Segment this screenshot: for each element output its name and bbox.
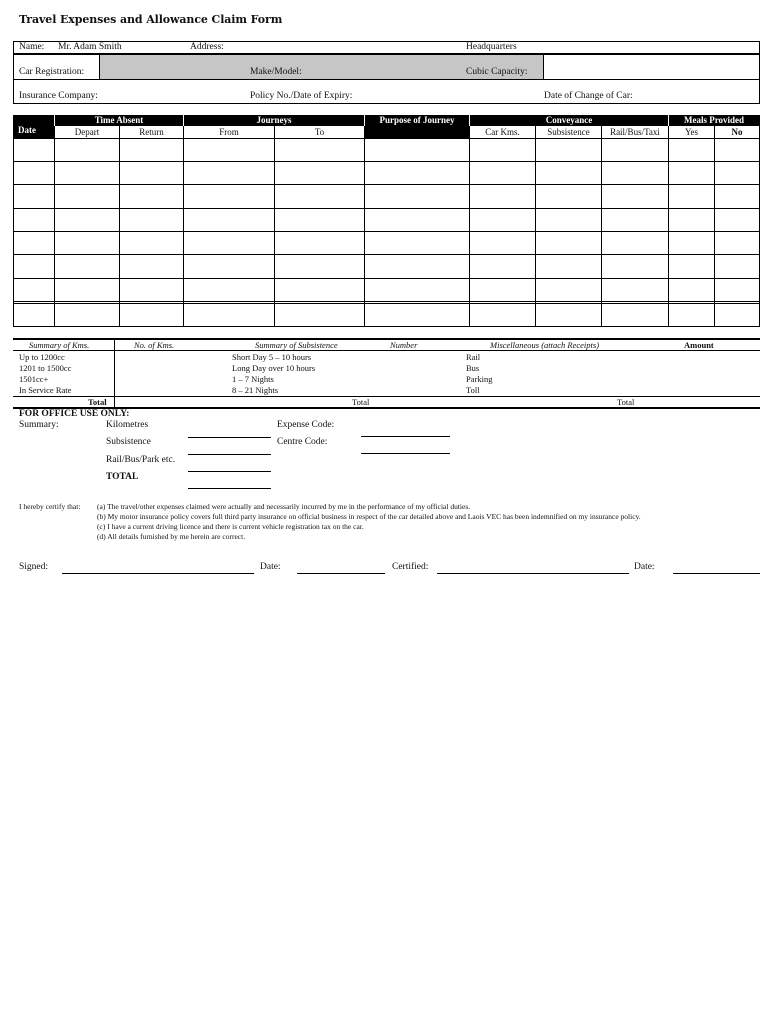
signed-label: Signed: (19, 562, 49, 572)
centre-code-field[interactable] (361, 453, 450, 454)
headquarters-label: Headquarters (466, 42, 517, 52)
certify-lead: I hereby certify that: (19, 502, 81, 511)
certify-item-a: (a) The travel/other expenses claimed were actually and necessarily incurred by me in the performance of my official duties. (97, 502, 471, 511)
table-row[interactable] (14, 279, 759, 301)
date2-field[interactable] (673, 573, 760, 574)
certified-label: Certified: (392, 562, 429, 572)
summary-subsistence-header: Summary of Subsistence (255, 340, 338, 350)
summary-kms-header: Summary of Kms. (29, 340, 90, 350)
meals-no-header: No (731, 127, 743, 137)
table-row[interactable] (14, 232, 759, 254)
subsistence-row-1: Short Day 5 – 10 hours (232, 352, 312, 362)
subsistence-field[interactable] (188, 454, 271, 455)
date-field[interactable] (297, 573, 385, 574)
form-title: Travel Expenses and Allowance Claim Form (19, 13, 283, 26)
misc-row-4: Toll (466, 385, 480, 395)
misc-row-2: Bus (466, 363, 480, 373)
amount-header: Amount (684, 340, 714, 350)
car-kms-header: Car Kms. (485, 127, 520, 137)
table-row[interactable] (14, 162, 759, 184)
make-model-label: Make/Model: (250, 67, 302, 77)
office-summary-label: Summary: (19, 420, 59, 430)
subsistence-row-2: Long Day over 10 hours (232, 363, 316, 373)
misc-total-label: Total (617, 397, 635, 407)
date-header: Date (13, 115, 54, 138)
from-header: From (219, 127, 239, 137)
kilometres-field[interactable] (188, 437, 271, 438)
subsistence-row-3: 1 – 7 Nights (232, 374, 274, 384)
centre-code-label: Centre Code: (277, 437, 328, 447)
car-registration-label: Car Registration: (19, 67, 85, 77)
rail-bus-taxi-header: Rail/Bus/Taxi (610, 127, 660, 137)
kms-row-3: 1501cc+ (19, 374, 49, 384)
subsistence-total-label: Total (352, 397, 370, 407)
subsistence-header: Subsistence (547, 127, 590, 137)
meals-yes-header: Yes (684, 127, 699, 137)
certified-field[interactable] (437, 573, 629, 574)
office-heading: FOR OFFICE USE ONLY: (19, 409, 130, 419)
journeys-header: Journeys (184, 115, 364, 126)
expense-code-label: Expense Code: (277, 420, 335, 430)
rail-bus-park-field[interactable] (188, 471, 271, 472)
table-row[interactable] (14, 209, 759, 231)
return-header: Return (139, 127, 164, 137)
kms-row-4: In Service Rate (19, 385, 72, 395)
signed-field[interactable] (62, 573, 254, 574)
address-label: Address: (190, 42, 224, 52)
kms-total-label: Total (88, 397, 107, 407)
date2-label: Date: (634, 562, 655, 572)
kms-row-1: Up to 1200cc (19, 352, 65, 362)
expense-code-field[interactable] (361, 436, 450, 437)
no-kms-header: No. of Kms. (134, 340, 175, 350)
insurance-company-label: Insurance Company: (19, 91, 98, 101)
table-row[interactable] (14, 139, 759, 161)
conveyance-header: Conveyance (470, 115, 668, 126)
time-absent-header: Time Absent (55, 115, 183, 126)
policy-label: Policy No./Date of Expiry: (250, 91, 353, 101)
cubic-capacity-label: Cubic Capacity: (466, 67, 528, 77)
kilometres-label: Kilometres (106, 420, 149, 430)
rail-bus-park-label: Rail/Bus/Park etc. (106, 455, 176, 465)
certify-item-c: (c) I have a current driving licence and there is current vehicle registration tax on the car. (97, 522, 364, 531)
certify-item-d: (d) All details furnished by me herein are correct. (97, 532, 246, 541)
name-label: Name: (19, 42, 45, 52)
table-row[interactable] (14, 304, 759, 326)
depart-header: Depart (74, 127, 100, 137)
office-subsistence-label: Subsistence (106, 437, 151, 447)
certify-item-b: (b) My motor insurance policy covers full third party insurance on official business in respect of the car detailed above and Laois VEC has been indemnified on my insurance policy. (97, 512, 641, 521)
date-change-car-label: Date of Change of Car: (544, 91, 633, 101)
misc-row-3: Parking (466, 374, 493, 384)
table-row[interactable] (14, 255, 759, 278)
misc-header: Miscellaneous (attach Receipts) (490, 340, 600, 350)
kms-row-2: 1201 to 1500cc (19, 363, 72, 373)
subsistence-row-4: 8 – 21 Nights (232, 385, 279, 395)
misc-row-1: Rail (466, 352, 481, 362)
table-row[interactable] (14, 185, 759, 208)
number-header: Number (390, 340, 418, 350)
purpose-header: Purpose of Journey (365, 115, 469, 138)
date-label: Date: (260, 562, 281, 572)
to-header: To (314, 127, 325, 137)
office-total-label: TOTAL (106, 472, 139, 482)
name-value[interactable]: Mr. Adam Smith (58, 42, 122, 52)
meals-header: Meals Provided (669, 115, 759, 126)
total-field[interactable] (188, 488, 271, 489)
